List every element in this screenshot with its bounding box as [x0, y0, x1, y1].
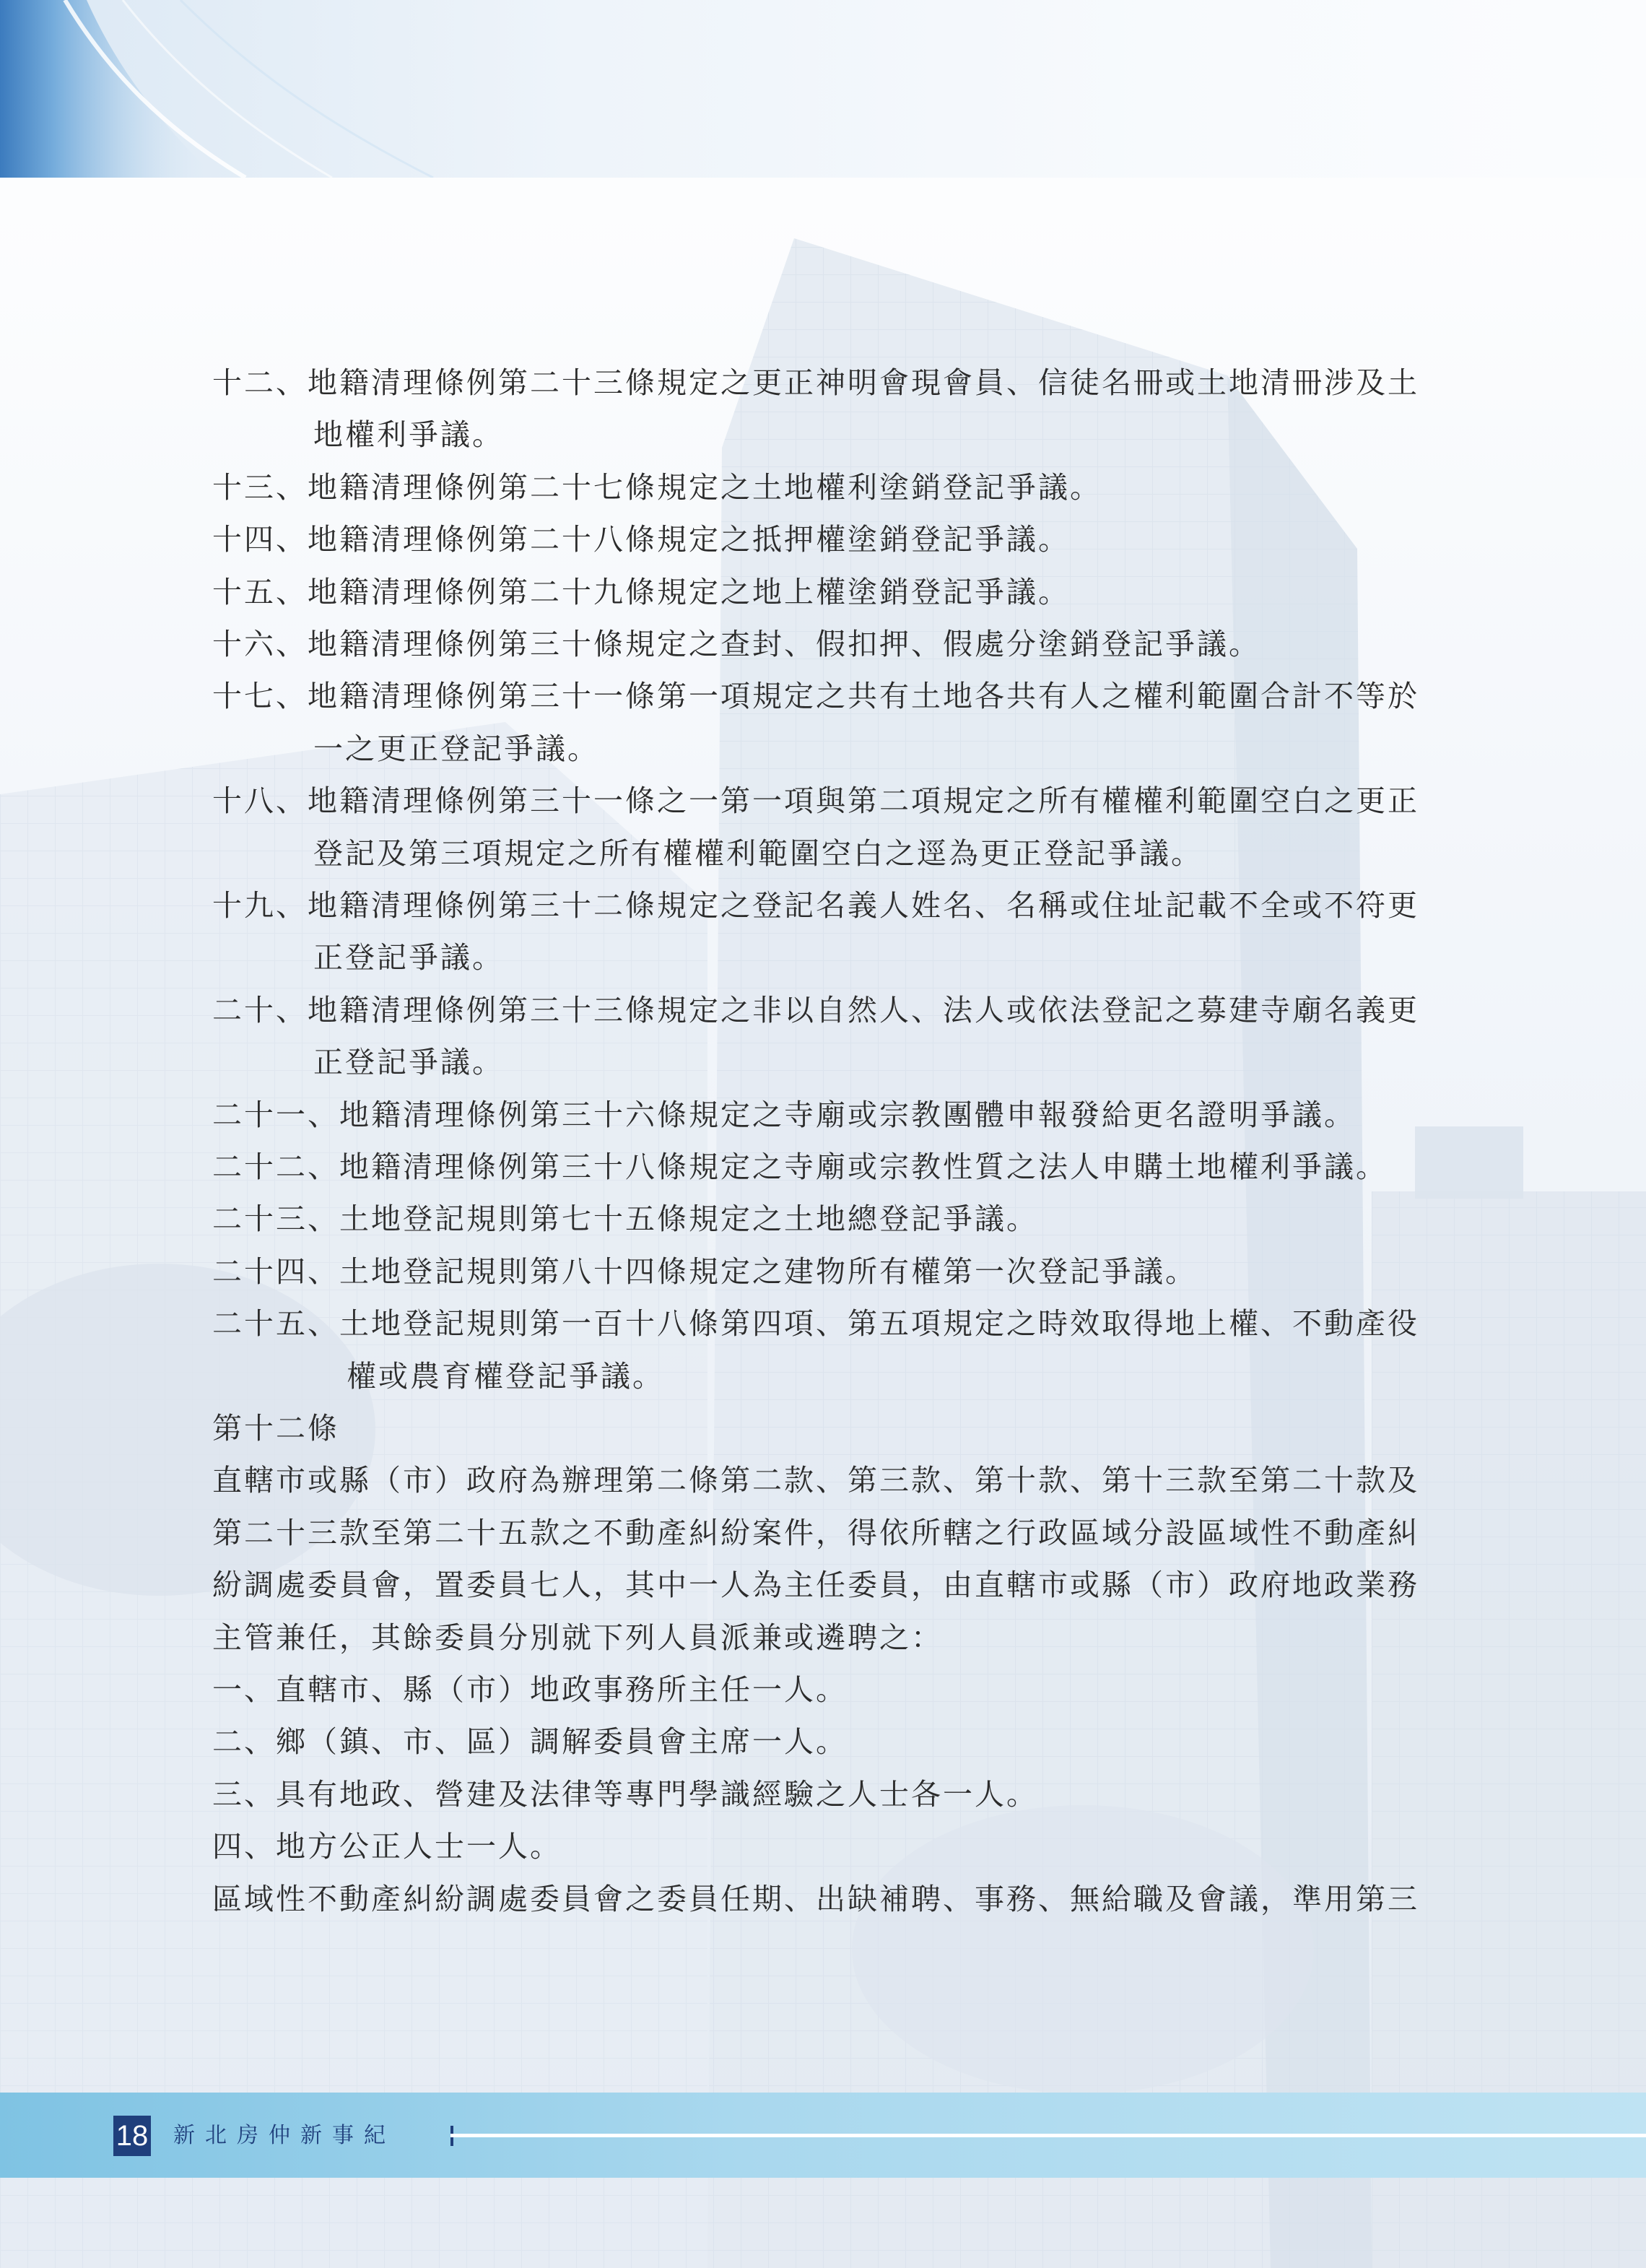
- text-line: 直轄市或縣（市）政府為辦理第二條第二款、第三款、第十款、第十三款至第二十款及: [212, 1463, 1419, 1498]
- text-line: 二、鄉（鎮、市、區）調解委員會主席一人。: [212, 1724, 848, 1760]
- publication-title: 新北房仲新事紀: [173, 2123, 396, 2148]
- text-line: 十二、地籍清理條例第二十三條規定之更正神明會現會員、信徒名冊或土地清冊涉及土: [212, 365, 1419, 400]
- text-line: 十八、地籍清理條例第三十一條之一第一項與第二項規定之所有權權利範圍空白之更正: [212, 783, 1419, 819]
- text-line: 十五、地籍清理條例第二十九條規定之地上權塗銷登記爭議。: [212, 574, 1070, 609]
- text-line: 二十五、土地登記規則第一百十八條第四項、第五項規定之時效取得地上權、不動產役: [212, 1306, 1419, 1342]
- text-line: 正登記爭議。: [313, 940, 504, 976]
- text-line: 一、直轄市、縣（市）地政事務所主任一人。: [212, 1672, 848, 1707]
- text-line: 登記及第三項規定之所有權權利範圍空白之逕為更正登記爭議。: [313, 835, 1203, 871]
- text-line: 二十四、土地登記規則第八十四條規定之建物所有權第一次登記爭議。: [212, 1254, 1197, 1289]
- text-line: 四、地方公正人士一人。: [212, 1829, 562, 1864]
- text-line: 二十二、地籍清理條例第三十八條規定之寺廟或宗教性質之法人申購土地權利爭議。: [212, 1150, 1388, 1184]
- footer-rule: [450, 2134, 1646, 2137]
- text-line: 第二十三款至第二十五款之不動產糾紛案件，得依所轄之行政區域分設區域性不動產糾: [212, 1515, 1419, 1550]
- text-line: 區域性不動產糾紛調處委員會之委員任期、出缺補聘、事務、無給職及會議，準用第三: [212, 1881, 1419, 1916]
- header-band: [0, 0, 1646, 178]
- text-line: 權或農育權登記爭議。: [347, 1358, 664, 1394]
- text-line: 十七、地籍清理條例第三十一條第一項規定之共有土地各共有人之權利範圍合計不等於: [212, 679, 1419, 714]
- text-line: 十四、地籍清理條例第二十八條規定之抵押權塗銷登記爭議。: [212, 522, 1070, 557]
- text-line: 二十一、地籍清理條例第三十六條規定之寺廟或宗教團體申報發給更名證明爭議。: [212, 1097, 1356, 1132]
- text-line: 十六、地籍清理條例第三十條規定之查封、假扣押、假處分塗銷登記爭議。: [212, 627, 1260, 661]
- text-line: 地權利爭議。: [313, 417, 504, 453]
- page-number: 18: [113, 2116, 151, 2156]
- text-line: 第十二條: [212, 1411, 339, 1446]
- text-line: 一之更正登記爭議。: [313, 731, 599, 766]
- text-line: 十九、地籍清理條例第三十二條規定之登記名義人姓名、名稱或住址記載不全或不符更: [212, 888, 1419, 923]
- text-line: 二十三、土地登記規則第七十五條規定之土地總登記爭議。: [212, 1202, 1038, 1237]
- text-line: 三、具有地政、營建及法律等專門學識經驗之人士各一人。: [212, 1776, 1038, 1812]
- text-line: 正登記爭議。: [313, 1045, 504, 1080]
- text-line: 紛調處委員會，置委員七人，其中一人為主任委員，由直轄市或縣（市）政府地政業務: [212, 1568, 1419, 1603]
- text-line: 二十、地籍清理條例第三十三條規定之非以自然人、法人或依法登記之募建寺廟名義更: [212, 992, 1419, 1027]
- header-decoration: [0, 0, 1646, 178]
- text-line: 十三、地籍清理條例第二十七條規定之土地權利塗銷登記爭議。: [212, 469, 1102, 505]
- text-line: 主管兼任，其餘委員分別就下列人員派兼或遴聘之：: [212, 1620, 943, 1655]
